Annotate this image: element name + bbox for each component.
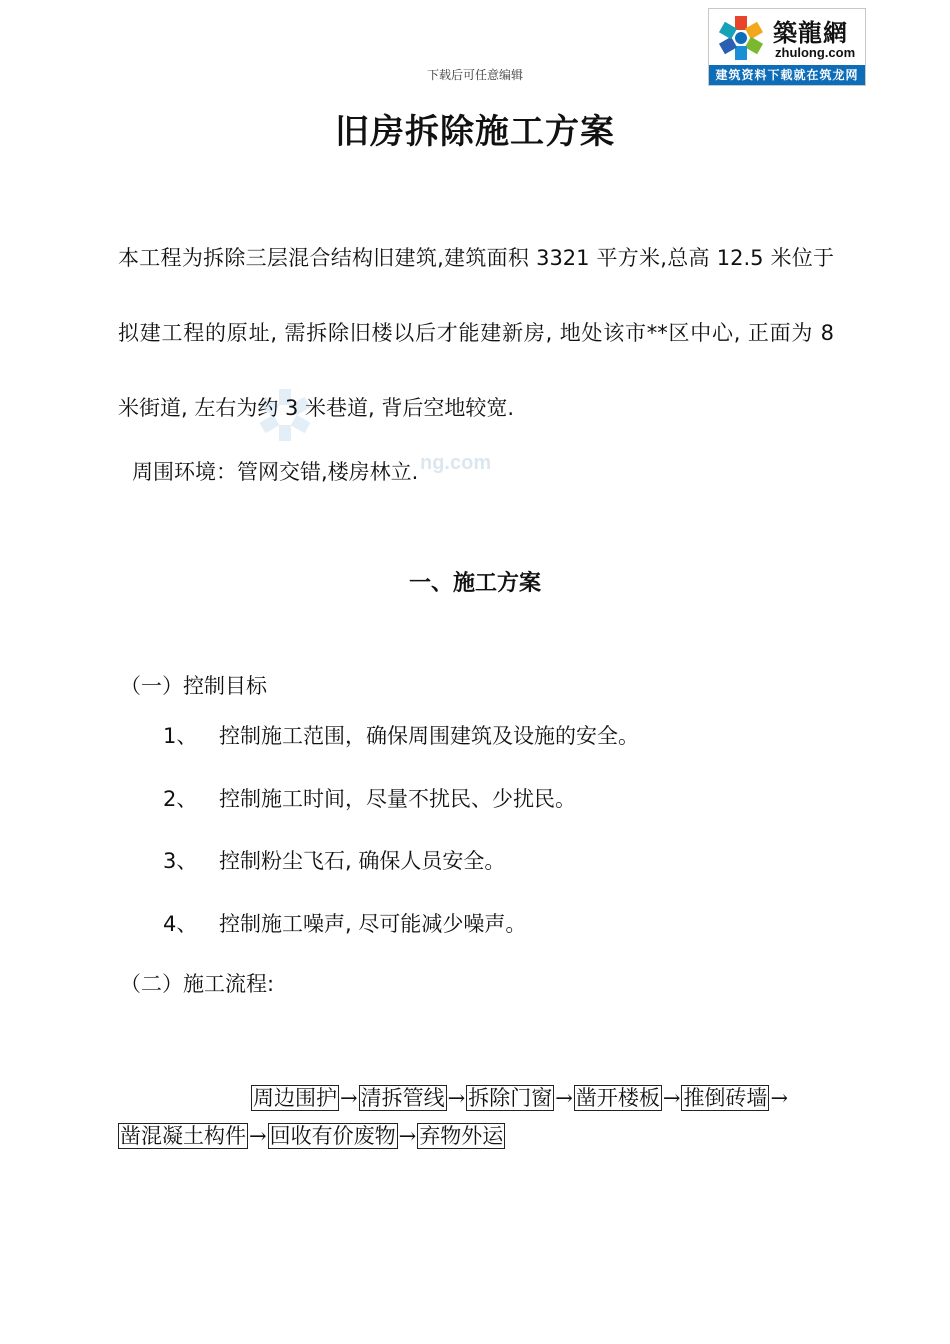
goal-number: 3、	[163, 849, 198, 873]
intro-paragraph: 本工程为拆除三层混合结构旧建筑,建筑面积 3321 平方米,总高 12.5 米位于拟建工程的原址, 需拆除旧楼以后才能建新房, 地处该市**区中心, 正面为 8 米街道, 左右为约 3 米巷道, 背后空地较宽.	[118, 246, 834, 420]
arrow-right-icon: →	[555, 1086, 573, 1110]
goal-number: 4、	[163, 912, 198, 936]
arrow-right-icon: →	[249, 1124, 267, 1148]
snowflake-logo-icon	[713, 13, 769, 63]
header-note: 下载后可任意编辑	[426, 68, 523, 82]
zhulong-logo	[708, 8, 866, 86]
flow-step: 推倒砖墙	[683, 1086, 768, 1110]
arrow-right-icon: →	[398, 1124, 417, 1148]
subheading-process: （二）施工流程:	[120, 972, 275, 996]
process-flow-line-2	[118, 1120, 505, 1150]
logo-slogan: 建筑资料下载就在筑龙网	[709, 65, 865, 85]
flow-step: 弃物外运	[419, 1124, 504, 1148]
goal-item	[163, 908, 526, 938]
flow-step: 回收有价废物	[269, 1124, 396, 1148]
arrow-right-icon: →	[770, 1086, 789, 1110]
document-title: 旧房拆除施工方案	[335, 112, 615, 152]
goal-item	[163, 720, 639, 750]
flow-step: 周边围护	[253, 1086, 337, 1110]
flow-step: 凿开楼板	[575, 1086, 660, 1110]
logo-domain: zhulong.com	[775, 45, 856, 60]
environment-line: 周围环境：管网交错,楼房林立.	[132, 460, 419, 484]
process-flow-line-1	[251, 1082, 789, 1112]
arrow-right-icon: →	[662, 1086, 681, 1110]
watermark-text: ng.com	[420, 452, 492, 474]
goal-item	[163, 845, 505, 875]
flow-step: 拆除门窗	[468, 1086, 553, 1110]
goal-text: 控制施工噪声, 尽可能减少噪声。	[219, 912, 527, 936]
goal-item	[163, 783, 576, 813]
arrow-right-icon: →	[340, 1086, 358, 1110]
flow-step: 凿混凝土构件	[120, 1124, 246, 1148]
goal-text: 控制施工时间，尽量不扰民、少扰民。	[219, 787, 576, 811]
goal-text: 控制粉尘飞石, 确保人员安全。	[219, 849, 506, 873]
section-heading: 一、施工方案	[408, 571, 541, 596]
arrow-right-icon: →	[447, 1086, 466, 1110]
goal-number: 2、	[163, 787, 198, 811]
subheading-control-goals: （一）控制目标	[120, 674, 267, 698]
goal-text: 控制施工范围，确保周围建筑及设施的安全。	[219, 724, 639, 748]
flow-step: 清拆管线	[360, 1086, 445, 1110]
logo-chinese-name: 築龍網	[773, 18, 848, 47]
goal-number: 1、	[163, 724, 198, 748]
